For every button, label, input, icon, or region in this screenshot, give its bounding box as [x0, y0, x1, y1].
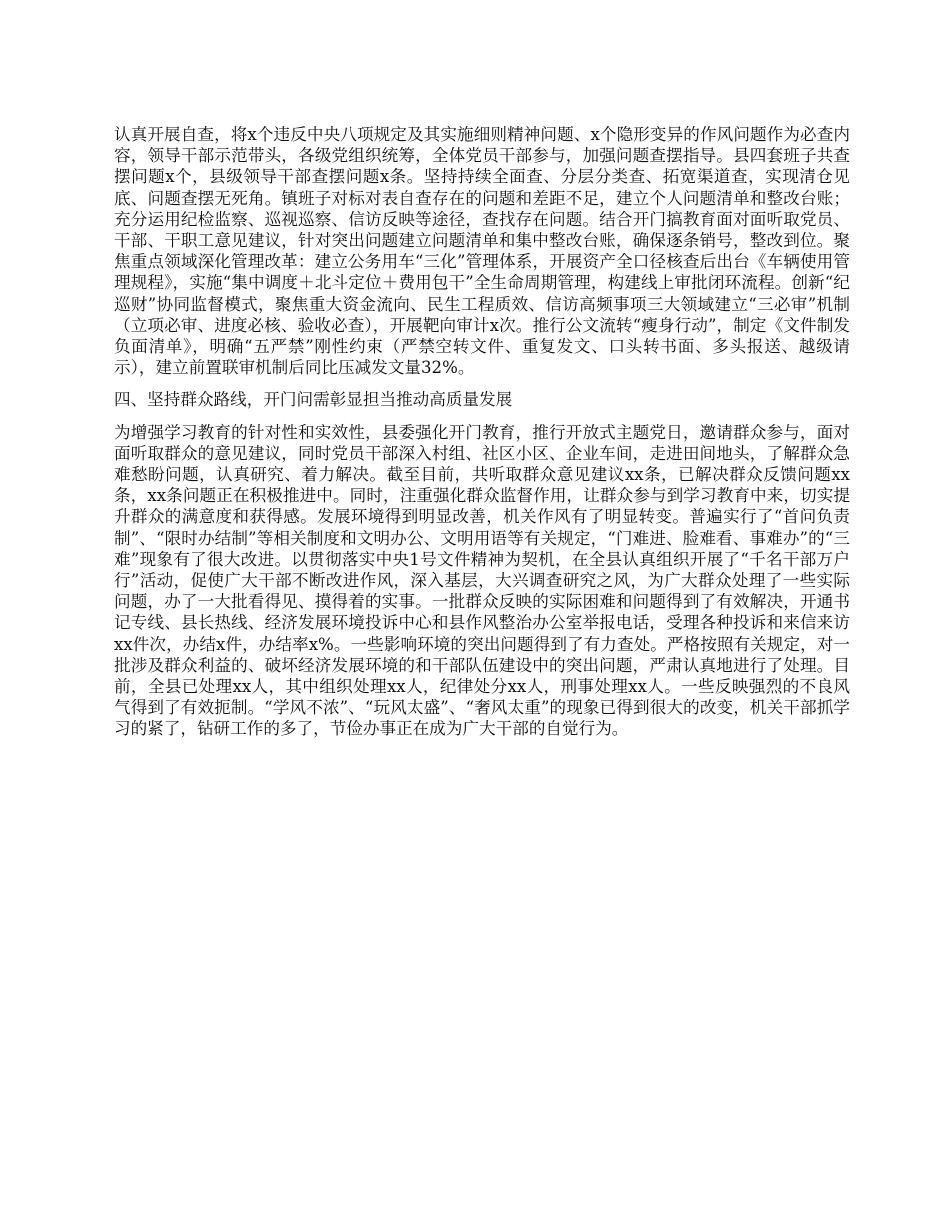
section-heading-4: 四、坚持群众路线，开门问需彰显担当推动高质量发展 [114, 390, 513, 410]
document-page [114, 124, 850, 740]
body-paragraph-self-inspection: 认真开展自查，将x个违反中央八项规定及其实施细则精神问题、x个隐形变异的作风问题作为必查内容，领导干部示范带头，各级党组织统筹，全体党员干部参与，加强问题查摆指导。县四套班子共查摆问题x个，县级领导干部查摆问题x条。坚持持续全面查、分层分类查、拓宽渠道查，实现清仓见底、问题查摆无死角。镇班子对标对表自查存在的问题和差距不足，建立个人问题清单和整改台账；充分运用纪检监察、巡视巡察、信访反映等途径，查找存在问题。结合开门搞教育面对面听取党员、干部、干职工意见建议，针对突出问题建立问题清单和集中整改台账，确保逐条销号，整改到位。聚焦重点领域深化管理改革：建立公务用车“三化”管理体系，开展资产全口径核查后出台《车辆使用管理规程》，实施“集中调度＋北斗定位＋费用包干”全生命周期管理，构建线上审批闭环流程。创新“纪巡财”协同监督模式，聚焦重大资金流向、民生工程质效、信访高频事项三大领域建立“三必审”机制（立项必审、进度必核、验收必查），开展靶向审计x次。推行公文流转“瘦身行动”，制定《文件制发负面清单》，明确“五严禁”刚性约束（严禁空转文件、重复发文、口头转书面、多头报送、越级请示），建立前置联审机制后同比压减发文量32%。 [114, 125, 850, 378]
body-paragraph-mass-line: 为增强学习教育的针对性和实效性，县委强化开门教育，推行开放式主题党日，邀请群众参与，面对面听取群众的意见建议，同时党员干部深入村组、社区小区、企业车间，走进田间地头，了解群众急难愁盼问题，认真研究、着力解决。截至目前，共听取群众意见建议xx条，已解决群众反馈问题xx条，xx条问题正在积极推进中。同时，注重强化群众监督作用，让群众参与到学习教育中来，切实提升群众的满意度和获得感。发展环境得到明显改善，机关作风有了明显转变。普遍实行了“首问负责制”、“限时办结制”等相关制度和文明办公、文明用语等有关规定，“门难进、脸难看、事难办”的“三难”现象有了很大改进。以贯彻落实中央1号文件精神为契机，在全县认真组织开展了“千名干部万户行”活动，促使广大干部不断改进作风，深入基层，大兴调查研究之风，为广大群众处理了一些实际问题，办了一大批看得见、摸得着的实事。一批群众反映的实际困难和问题得到了有效解决，开通书记专线、县长热线、经济发展环境投诉中心和县作风整治办公室举报电话，受理各种投诉和来信来访xx件次，办结x件，办结率x%。一些影响环境的突出问题得到了有力查处。严格按照有关规定，对一批涉及群众利益的、破坏经济发展环境的和干部队伍建设中的突出问题，严肃认真地进行了处理。目前，全县已处理xx人，其中组织处理xx人，纪律处分xx人，刑事处理xx人。一些反映强烈的不良风气得到了有效扼制。“学风不浓”、“玩风太盛”、“奢风太重”的现象已得到很大的改变，机关干部抓学习的紧了，钻研工作的多了，节俭办事正在成为广大干部的自觉行为。 [114, 422, 850, 739]
